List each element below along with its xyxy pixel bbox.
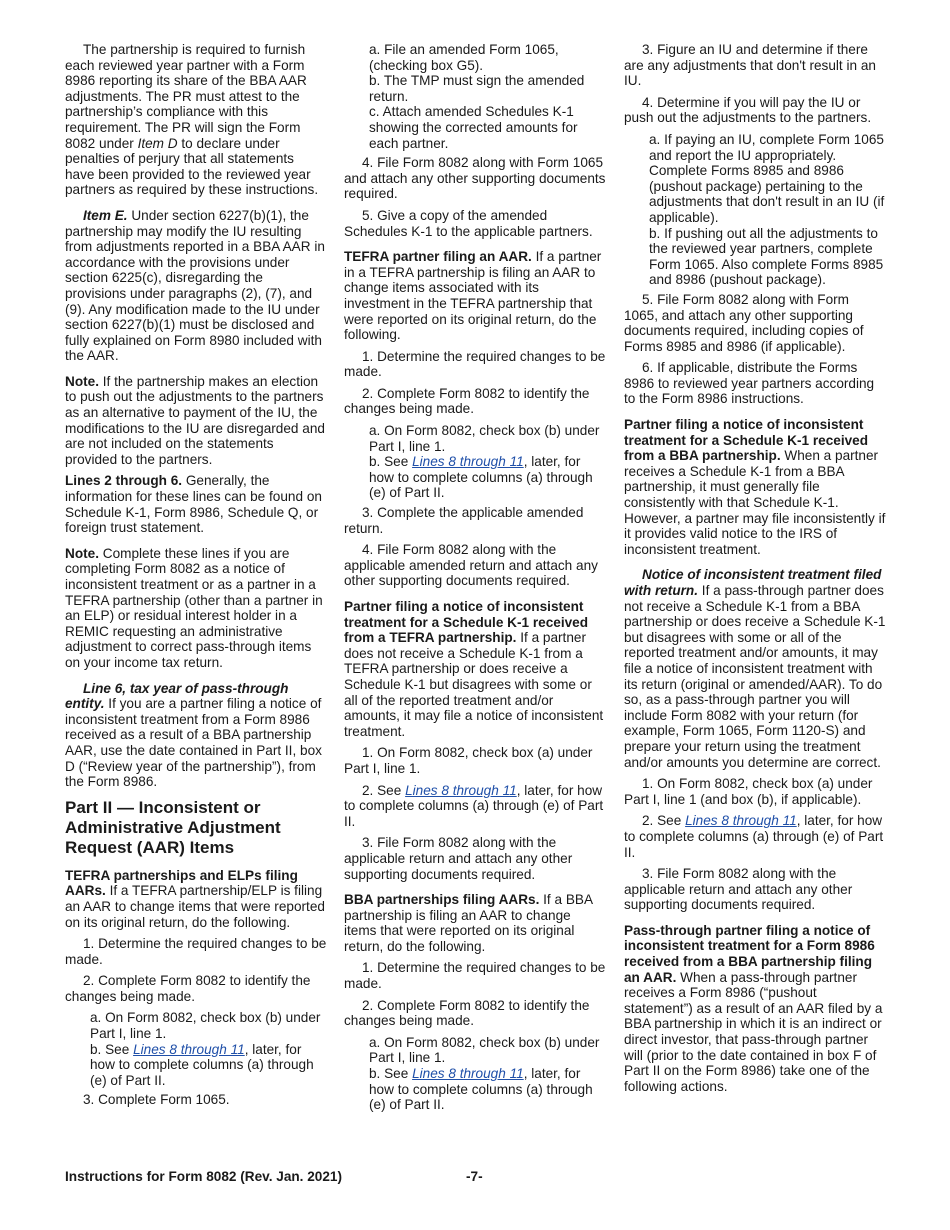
lines-8-11-link[interactable]: Lines 8 through 11 xyxy=(412,454,524,470)
step: 2. See Lines 8 through 11, later, for how to complete columns (a) through (e) of Part II. xyxy=(624,813,884,860)
partner-k1-paragraph: Partner filing a notice of inconsistent treatment for a Schedule K-1 received from a BBA partnership. When a partner receives a Schedule K-1 from a BBA partnership, it must generally file consistently with that Schedule K-1. However, a partner may file inconsistently if it provides valid notice to the IRS of inconsistent treatment. xyxy=(624,417,886,557)
sub-step: b. See Lines 8 through 11, later, for how to complete columns (a) through (e) of Part II. xyxy=(90,1041,314,1088)
step: 5. File Form 8082 along with Form 1065, and attach any other supporting documents required, including copies of Forms 8985 and 8986 (if applicable). xyxy=(624,291,864,354)
sub-step: a. On Form 8082, check box (b) under Part I, line 1. xyxy=(369,423,600,454)
step: 4. File Form 8082 along with Form 1065 and attach any other supporting documents required. xyxy=(344,155,606,202)
step: 3. File Form 8082 along with the applicable return and attach any other supporting documents required. xyxy=(624,866,853,913)
sub-step: a. On Form 8082, check box (b) under Part I, line 1. xyxy=(369,1034,600,1066)
step: 1. On Form 8082, check box (a) under Part I, line 1. xyxy=(344,745,593,776)
sub-step: b. If pushing out all the adjustments to the reviewed year partners, complete Form 1065. Also complete Forms 8985 and 8986 (pushout package). xyxy=(649,225,884,288)
page-number: -7- xyxy=(466,1169,483,1184)
tefra-paragraph: TEFRA partnerships and ELPs filing AARs. If a TEFRA partnership/ELP is filing an AAR to change items that were reported on its original return, do the following. xyxy=(65,867,325,930)
step: 4. File Form 8082 along with the applicable amended return and attach any other supporting documents required. xyxy=(344,542,598,589)
sub-step: b. See Lines 8 through 11, later, for how to complete columns (a) through (e) of Part II. xyxy=(369,454,593,501)
bba-paragraph: BBA partnerships filing AARs. If a BBA partnership is filing an AAR to change items that were reported on its original return, do the following. xyxy=(344,892,593,954)
step: 4. Determine if you will pay the IU or push out the adjustments to the partners. xyxy=(624,94,872,126)
step: 1. Determine the required changes to be made. xyxy=(344,348,606,380)
step: 3. Complete Form 1065. xyxy=(83,1092,230,1108)
sub-step: b. The TMP must sign the amended return. xyxy=(369,73,585,104)
step: 3. Complete the applicable amended return. xyxy=(344,505,584,536)
lines-8-11-link[interactable]: Lines 8 through 11 xyxy=(405,782,517,798)
footer-title: Instructions for Form 8082 (Rev. Jan. 2021) xyxy=(65,1169,342,1184)
step: 6. If applicable, distribute the Forms 8986 to reviewed year partners according to the Form 8986 instructions. xyxy=(624,360,875,407)
lines-8-11-link[interactable]: Lines 8 through 11 xyxy=(412,1066,524,1082)
part-2-heading: Part II — Inconsistent or Administrative Adjustment Request (AAR) Items xyxy=(65,797,281,857)
note-paragraph: Note. Complete these lines if you are completing Form 8082 as a notice of inconsistent treatment or as a partner in a TEFRA partnership (other than a partner in an ELP) or residual interest holder in a REMIC requesting an administrative adjustment to correct pass-through items on your income tax return. xyxy=(65,545,323,670)
sub-step: c. Attach amended Schedules K-1 showing the corrected amounts for each partner. xyxy=(369,104,578,151)
sub-step: a. On Form 8082, check box (b) under Part I, line 1. xyxy=(90,1010,321,1042)
item-e-heading: Item E. xyxy=(83,207,128,223)
pass-through-paragraph: Pass-through partner filing a notice of inconsistent treatment for a Form 8986 received from a BBA partnership filing an AAR. When a pass-through partner receives a Form 8986 (“pushout statement”) as a result of an AAR filed by a BBA partnership in which it is an indirect or direct investor, that pass-through partner will (prior to the date contained in box F of Part II on the Form 8986) take one of the following actions. xyxy=(624,922,883,1094)
line-6-paragraph: Line 6, tax year of pass-through entity. If you are a partner filing a notice of inconsistent treatment from a Form 8986 received as a result of a BBA partnership AAR, use the date contained in Part II, box D (“Review year of the partnership”), from the Form 8986. xyxy=(65,680,322,790)
lines-2-6-paragraph: Lines 2 through 6. Generally, the information for these lines can be found on Schedule K-1, Form 8986, Schedule Q, or foreign trust statement. xyxy=(65,473,322,536)
step: 2. See Lines 8 through 11, later, for how to complete columns (a) through (e) of Part II. xyxy=(344,782,604,829)
notice-with-return-paragraph: Notice of inconsistent treatment filed with return. If a pass-through partner does not receive a Schedule K-1 from a BBA partnership or does receive a Schedule K-1 but disagrees with some or all of the reported treatment and/or amounts, it may file a notice of inconsistent treatment with its return (original or amended/AAR). To do so, as a pass-through partner you will include Form 8082 with your return (for example, Form 1065, Form 1120-S) and prepare your return using the treatment and/or amounts you determine are correct. xyxy=(624,567,886,770)
item-e-paragraph: Item E. Under section 6227(b)(1), the partnership may modify the IU resulting from adjustments reported in a BBA AAR in accordance with the provisions under section 6225(c), disregarding the provisions under paragraphs (2), (7), and (9). Any modification made to the IU under section 6227(b)(1) must be disclosed and fully explained on Form 8980 included with the AAR. xyxy=(65,207,325,364)
step: 3. Figure an IU and determine if there are any adjustments that don't result in an IU. xyxy=(624,42,876,89)
step: 5. Give a copy of the amended Schedules K-1 to the applicable partners. xyxy=(344,207,593,239)
column-2 xyxy=(344,42,606,1117)
step: 2. Complete Form 8082 to identify the changes being made. xyxy=(344,997,590,1029)
column-1 xyxy=(65,42,327,1114)
tefra-partner-paragraph: TEFRA partner filing an AAR. If a partner in a TEFRA partnership is filing an AAR to change items associated with its investment in the TEFRA partnership that were reported on its original return, do the following. xyxy=(344,249,602,343)
step: 3. File Form 8082 along with the applicable return and attach any other supporting documents required. xyxy=(344,835,573,882)
sub-step: a. File an amended Form 1065, (checking box G5). xyxy=(369,42,559,73)
step: 1. Determine the required changes to be made. xyxy=(65,936,327,967)
paragraph: The partnership is required to furnish each reviewed year partner with a Form 8986 reporting its share of the BBA AAR adjustments. The PR must attest to the partnership’s compliance with this requirement. The PR will sign the Form 8082 under Item D to declare under penalties of perjury that all statements have been provided to the reviewed year partners as required by these instructions. xyxy=(65,42,319,198)
step: 1. On Form 8082, check box (a) under Part I, line 1 (and box (b), if applicable). xyxy=(624,776,873,807)
partner-notice-paragraph: Partner filing a notice of inconsistent treatment for a Schedule K-1 received from a TEFRA partnership. If a partner does not receive a Schedule K-1 from a TEFRA partnership or does receive a Schedule K-1 but disagrees with some or all of the reported treatment and/or amounts, it may file a notice of inconsistent treatment. xyxy=(344,599,604,739)
sub-step: b. See Lines 8 through 11, later, for how to complete columns (a) through (e) of Part II. xyxy=(369,1066,593,1113)
note-paragraph: Note. If the partnership makes an election to push out the adjustments to the partners as an alternative to payment of the IU, the modifications to the IU are disregarded and are not included on the statements provided to the partners. xyxy=(65,373,325,467)
sub-step: a. If paying an IU, complete Form 1065 and report the IU appropriately. Complete Forms 8985 and 8986 (pushout package) pertaining to the adjustments that don't result in an IU (if applicable). xyxy=(649,131,885,225)
step: 2. Complete Form 8082 to identify the changes being made. xyxy=(344,385,590,417)
lines-8-11-link[interactable]: Lines 8 through 11 xyxy=(133,1041,245,1057)
step: 2. Complete Form 8082 to identify the changes being made. xyxy=(65,973,311,1004)
lines-8-11-link[interactable]: Lines 8 through 11 xyxy=(685,813,797,829)
step: 1. Determine the required changes to be made. xyxy=(344,960,606,992)
column-3 xyxy=(624,42,886,1100)
